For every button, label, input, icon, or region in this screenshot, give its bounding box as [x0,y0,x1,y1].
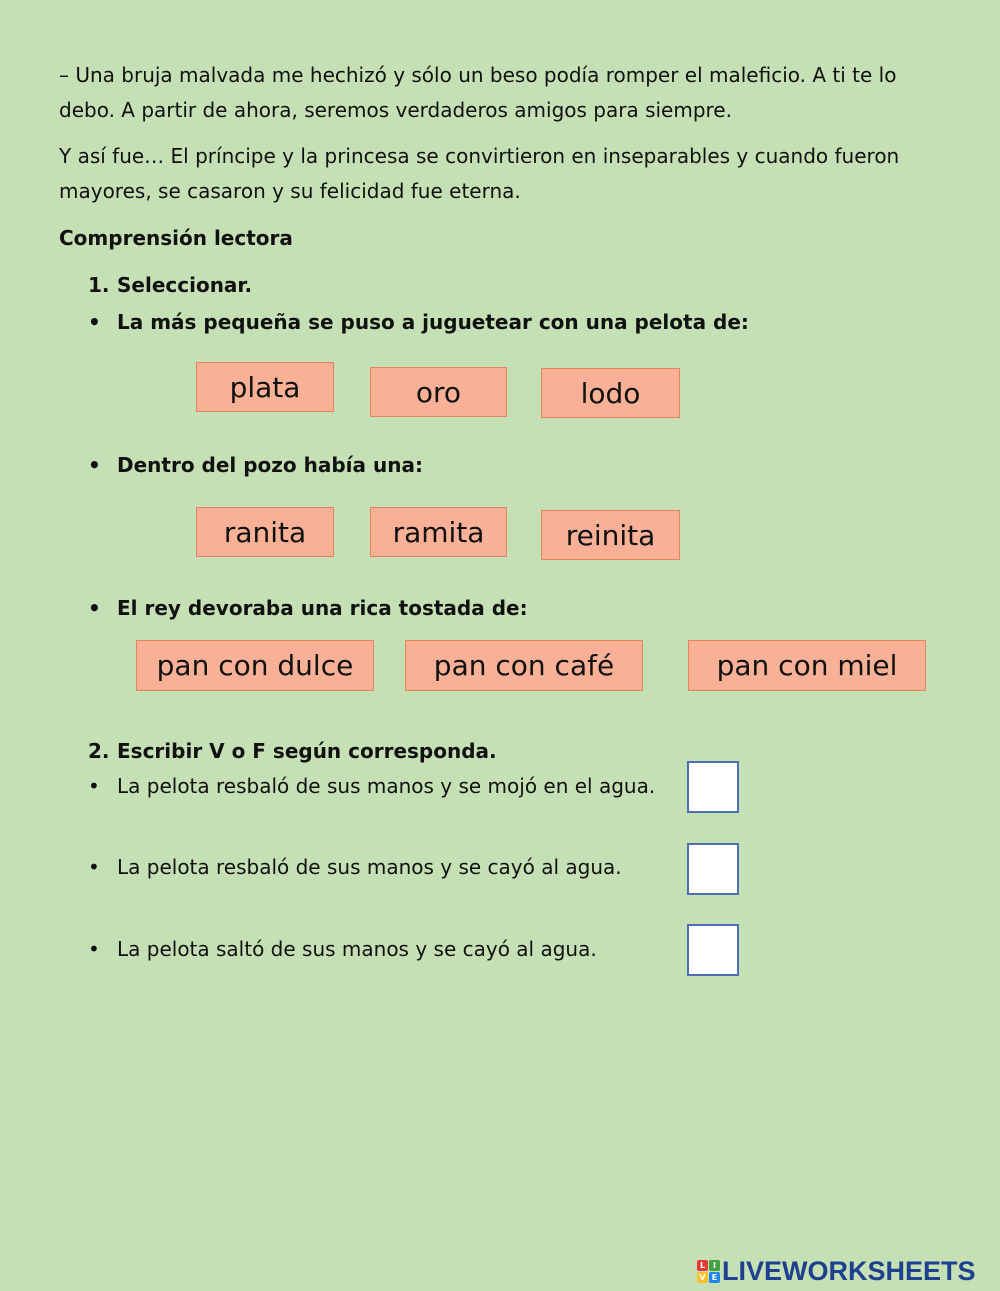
question-1-prompt-1 [88,310,749,334]
statement-1 [88,774,655,798]
section-title: Comprensión lectora [59,226,293,250]
question-number: 2. [88,739,110,763]
statement-text: La pelota resbaló de sus manos y se cayó al agua. [117,855,622,879]
story-paragraph-2: Y así fue… El príncipe y la princesa se convirtieron en inseparables y cuando fueron mayores, se casaron y su felicidad fue eterna. [59,144,900,203]
statement-text: La pelota saltó de sus manos y se cayó al agua. [117,937,597,961]
prompt-text: El rey devoraba una rica tostada de: [117,596,528,620]
logo-letter: E [709,1272,720,1283]
bullet-icon: • [88,310,101,334]
liveworksheets-logo [697,1255,976,1287]
option-button[interactable]: pan con dulce [136,640,374,691]
statement-2 [88,855,622,879]
logo-letter: V [697,1272,708,1283]
statement-3 [88,937,597,961]
statement-text: La pelota resbaló de sus manos y se mojó en el agua. [117,774,656,798]
logo-letter: I [709,1260,720,1271]
prompt-text: Dentro del pozo había una: [117,453,423,477]
bullet-icon: • [88,774,100,798]
option-button[interactable]: ranita [196,507,334,557]
question-2-title [88,739,497,763]
option-button[interactable]: ramita [370,507,507,557]
option-button[interactable]: reinita [541,510,680,560]
logo-letter: L [697,1260,708,1271]
bullet-icon: • [88,453,101,477]
answer-box[interactable] [687,924,739,976]
option-button[interactable]: plata [196,362,334,412]
question-1-title [88,273,252,297]
bullet-icon: • [88,596,101,620]
question-title: Seleccionar. [117,273,253,297]
answer-box[interactable] [687,761,739,813]
option-button[interactable]: pan con miel [688,640,926,691]
question-1-prompt-3 [88,596,528,620]
logo-text: LIVEWORKSHEETS [722,1255,976,1286]
option-button[interactable]: pan con café [405,640,643,691]
story-paragraph-1: – Una bruja malvada me hechizó y sólo un beso podía romper el maleficio. A ti te lo debo. A partir de ahora, seremos verdaderos amigos para siempre. [59,63,897,122]
option-button[interactable]: lodo [541,368,680,418]
question-title: Escribir V o F según corresponda. [117,739,497,763]
bullet-icon: • [88,937,100,961]
logo-mark-icon [697,1260,720,1283]
option-button[interactable]: oro [370,367,507,417]
question-number: 1. [88,273,110,297]
question-1-prompt-2 [88,453,423,477]
bullet-icon: • [88,855,100,879]
prompt-text: La más pequeña se puso a juguetear con una pelota de: [117,310,749,334]
answer-box[interactable] [687,843,739,895]
